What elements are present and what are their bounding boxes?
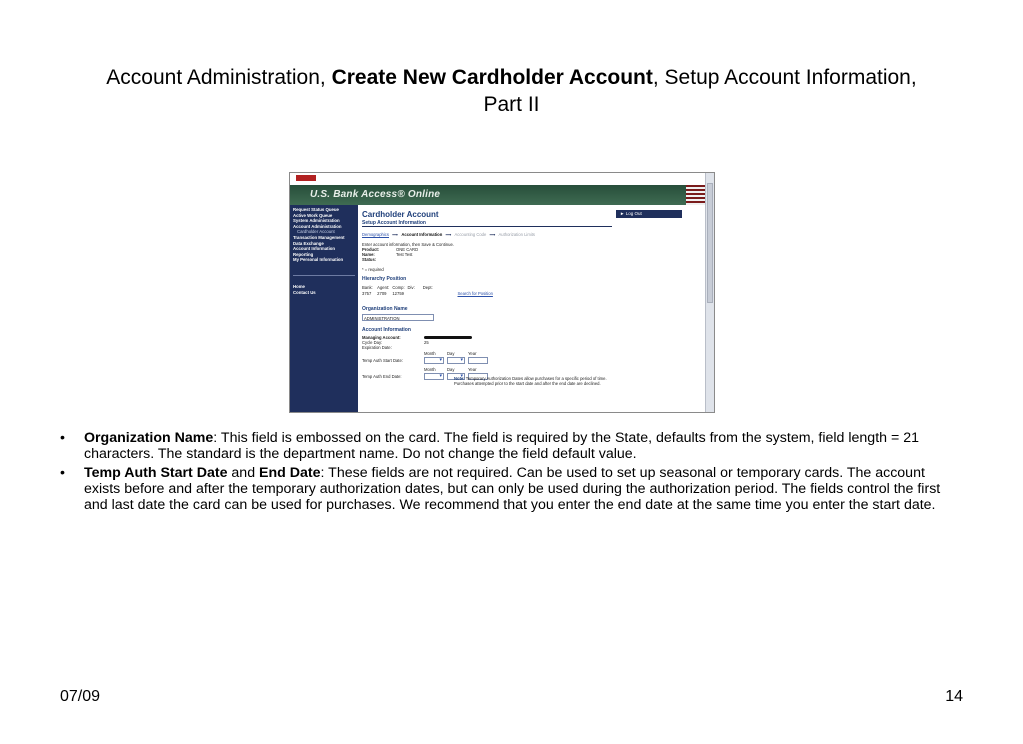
day-header: Day <box>447 367 455 372</box>
status-label: Status: <box>362 257 377 262</box>
bullet-bold: End Date <box>259 465 321 481</box>
title-bold: Create New Cardholder Account <box>331 66 653 89</box>
sidebar-item-system-administration[interactable]: System Administration <box>293 218 340 224</box>
cycle-day-label: Cycle Day: <box>362 340 383 345</box>
step-account-information: Account Information <box>401 232 443 237</box>
cycle-day-value: 25 <box>424 340 429 345</box>
hierarchy-value: 12759 <box>392 291 404 296</box>
sidebar-item-reporting[interactable]: Reporting <box>293 251 314 257</box>
footer-date: 07/09 <box>60 688 101 705</box>
start-day-select[interactable] <box>447 357 465 364</box>
bullet-item <box>60 430 965 462</box>
hierarchy-value: 2709 <box>377 291 387 296</box>
hierarchy-value: 3757 <box>362 291 372 296</box>
flag-stripes-icon <box>686 185 706 205</box>
end-date-headers <box>424 367 476 372</box>
intro-text: Enter account information, then Save & Continue. <box>362 242 454 247</box>
bullet-connector: and <box>227 465 260 481</box>
logout-arrow-icon: ► <box>620 211 625 216</box>
logout-button[interactable] <box>616 210 682 218</box>
page-number: 14 <box>945 688 963 705</box>
sidebar-divider <box>293 275 355 276</box>
start-date-headers <box>424 351 476 356</box>
hierarchy-header: Dept: <box>422 285 433 290</box>
year-header: Year <box>468 367 477 372</box>
hierarchy-title: Hierarchy Position <box>362 276 407 282</box>
managing-account-label: Managing Account: <box>362 335 401 340</box>
step-arrow-icon: ⟶ <box>445 232 452 237</box>
org-name-title: Organization Name <box>362 306 408 312</box>
product-value: ONE CARD <box>396 247 419 252</box>
required-note: * = required <box>362 267 384 272</box>
sidebar <box>290 205 358 412</box>
expiration-label: Expiration Date: <box>362 345 392 350</box>
hierarchy-header: Bank: <box>362 285 373 290</box>
sidebar-item-request-status-queue[interactable]: Request Status Queue <box>293 207 339 212</box>
title-divider <box>362 226 612 227</box>
note-label: Note: <box>454 376 465 381</box>
logout-label: Log Out <box>625 211 642 216</box>
step-arrow-icon: ⟶ <box>392 232 399 237</box>
scrollbar-thumb[interactable] <box>707 183 713 303</box>
sidebar-item-data-exchange[interactable]: Data Exchange <box>293 240 324 246</box>
bullet-text: : This field is embossed on the card. The field is required by the State, defaults from the system, field length = 21 characters. The standard is the department name. Do not change the field default value. <box>84 430 919 462</box>
bullet-item <box>60 465 965 513</box>
embedded-screenshot <box>289 172 715 413</box>
day-header: Day <box>447 351 455 356</box>
search-position-link[interactable]: Search for Position <box>457 291 493 296</box>
step-authorization-limits: Authorization Limits <box>498 232 536 237</box>
sidebar-item-contact-us[interactable]: Contact Us <box>293 289 316 295</box>
hierarchy-values <box>362 291 493 296</box>
account-info-title: Account Information <box>362 327 411 333</box>
banner-title: U.S. Bank Access® Online <box>310 189 441 200</box>
wizard-steps <box>362 232 535 237</box>
sidebar-item-account-information[interactable]: Account Information <box>293 246 336 252</box>
title-part1: Account Administration, <box>106 66 332 89</box>
screenshot-topbar <box>290 173 706 185</box>
bullet-list <box>60 430 965 516</box>
slide-title <box>40 64 983 118</box>
temp-auth-note <box>454 376 609 387</box>
hierarchy-header: Agent: <box>377 285 390 290</box>
bullet-dot-icon: • <box>60 465 65 481</box>
name-label: Name: <box>362 252 375 257</box>
temp-start-label: Temp Auth Start Date: <box>362 358 403 363</box>
bullet-bold: Temp Auth Start Date <box>84 465 228 481</box>
sidebar-item-cardholder-account[interactable]: Cardholder Account <box>297 229 335 235</box>
end-month-select[interactable] <box>424 373 444 380</box>
sidebar-item-home[interactable]: Home <box>293 283 305 289</box>
sidebar-item-transaction-management[interactable]: Transaction Management <box>293 234 345 240</box>
bullet-dot-icon: • <box>60 430 65 446</box>
status-row <box>362 257 396 262</box>
bullet-bold: Organization Name <box>84 430 214 446</box>
step-accounting-code: Accounting Code <box>454 232 487 237</box>
sidebar-item-my-personal-information[interactable]: My Personal Information <box>293 257 344 263</box>
sidebar-item-active-work-queue[interactable]: Active Work Queue <box>293 212 333 218</box>
month-header: Month <box>424 351 436 356</box>
month-header: Month <box>424 367 436 372</box>
note-text: Temporary Authorization Dates allow purchases for a specific period of time. Purchases attempted prior to the start date and after the end date are declined. <box>454 376 607 387</box>
title-line2: Part II <box>483 93 540 116</box>
bullet-text: : These fields are not required. Can be used to set up seasonal or temporary cards. The account exists before and after the temporary authorization dates, but can only be used during the authorization period. The fields control the first and last date the card can be used for purchases. We recommend that you enter the end date at the same time you enter the start date. <box>84 465 941 513</box>
name-value: Test Test <box>396 252 413 257</box>
hierarchy-header: Div: <box>407 285 415 290</box>
masked-account-number <box>424 336 472 339</box>
step-arrow-icon: ⟶ <box>489 232 496 237</box>
app-banner <box>290 185 686 205</box>
hierarchy-header: Comp: <box>392 285 405 290</box>
title-part2: , Setup Account Information, <box>652 66 917 89</box>
page-subtitle: Setup Account Information <box>362 220 426 226</box>
sidebar-item-account-administration[interactable]: Account Administration <box>293 223 342 229</box>
flag-logo-icon <box>296 175 316 181</box>
vertical-scrollbar[interactable] <box>705 173 714 412</box>
year-header: Year <box>468 351 477 356</box>
start-year-input[interactable] <box>468 357 488 364</box>
org-name-input[interactable]: ADMINISTRATION <box>362 314 434 321</box>
temp-end-label: Temp Auth End Date: <box>362 374 402 379</box>
product-label: Product: <box>362 247 380 252</box>
start-month-select[interactable] <box>424 357 444 364</box>
step-demographics[interactable]: Demographics <box>362 232 389 237</box>
page-title: Cardholder Account <box>362 210 439 219</box>
hierarchy-headers <box>362 285 437 290</box>
